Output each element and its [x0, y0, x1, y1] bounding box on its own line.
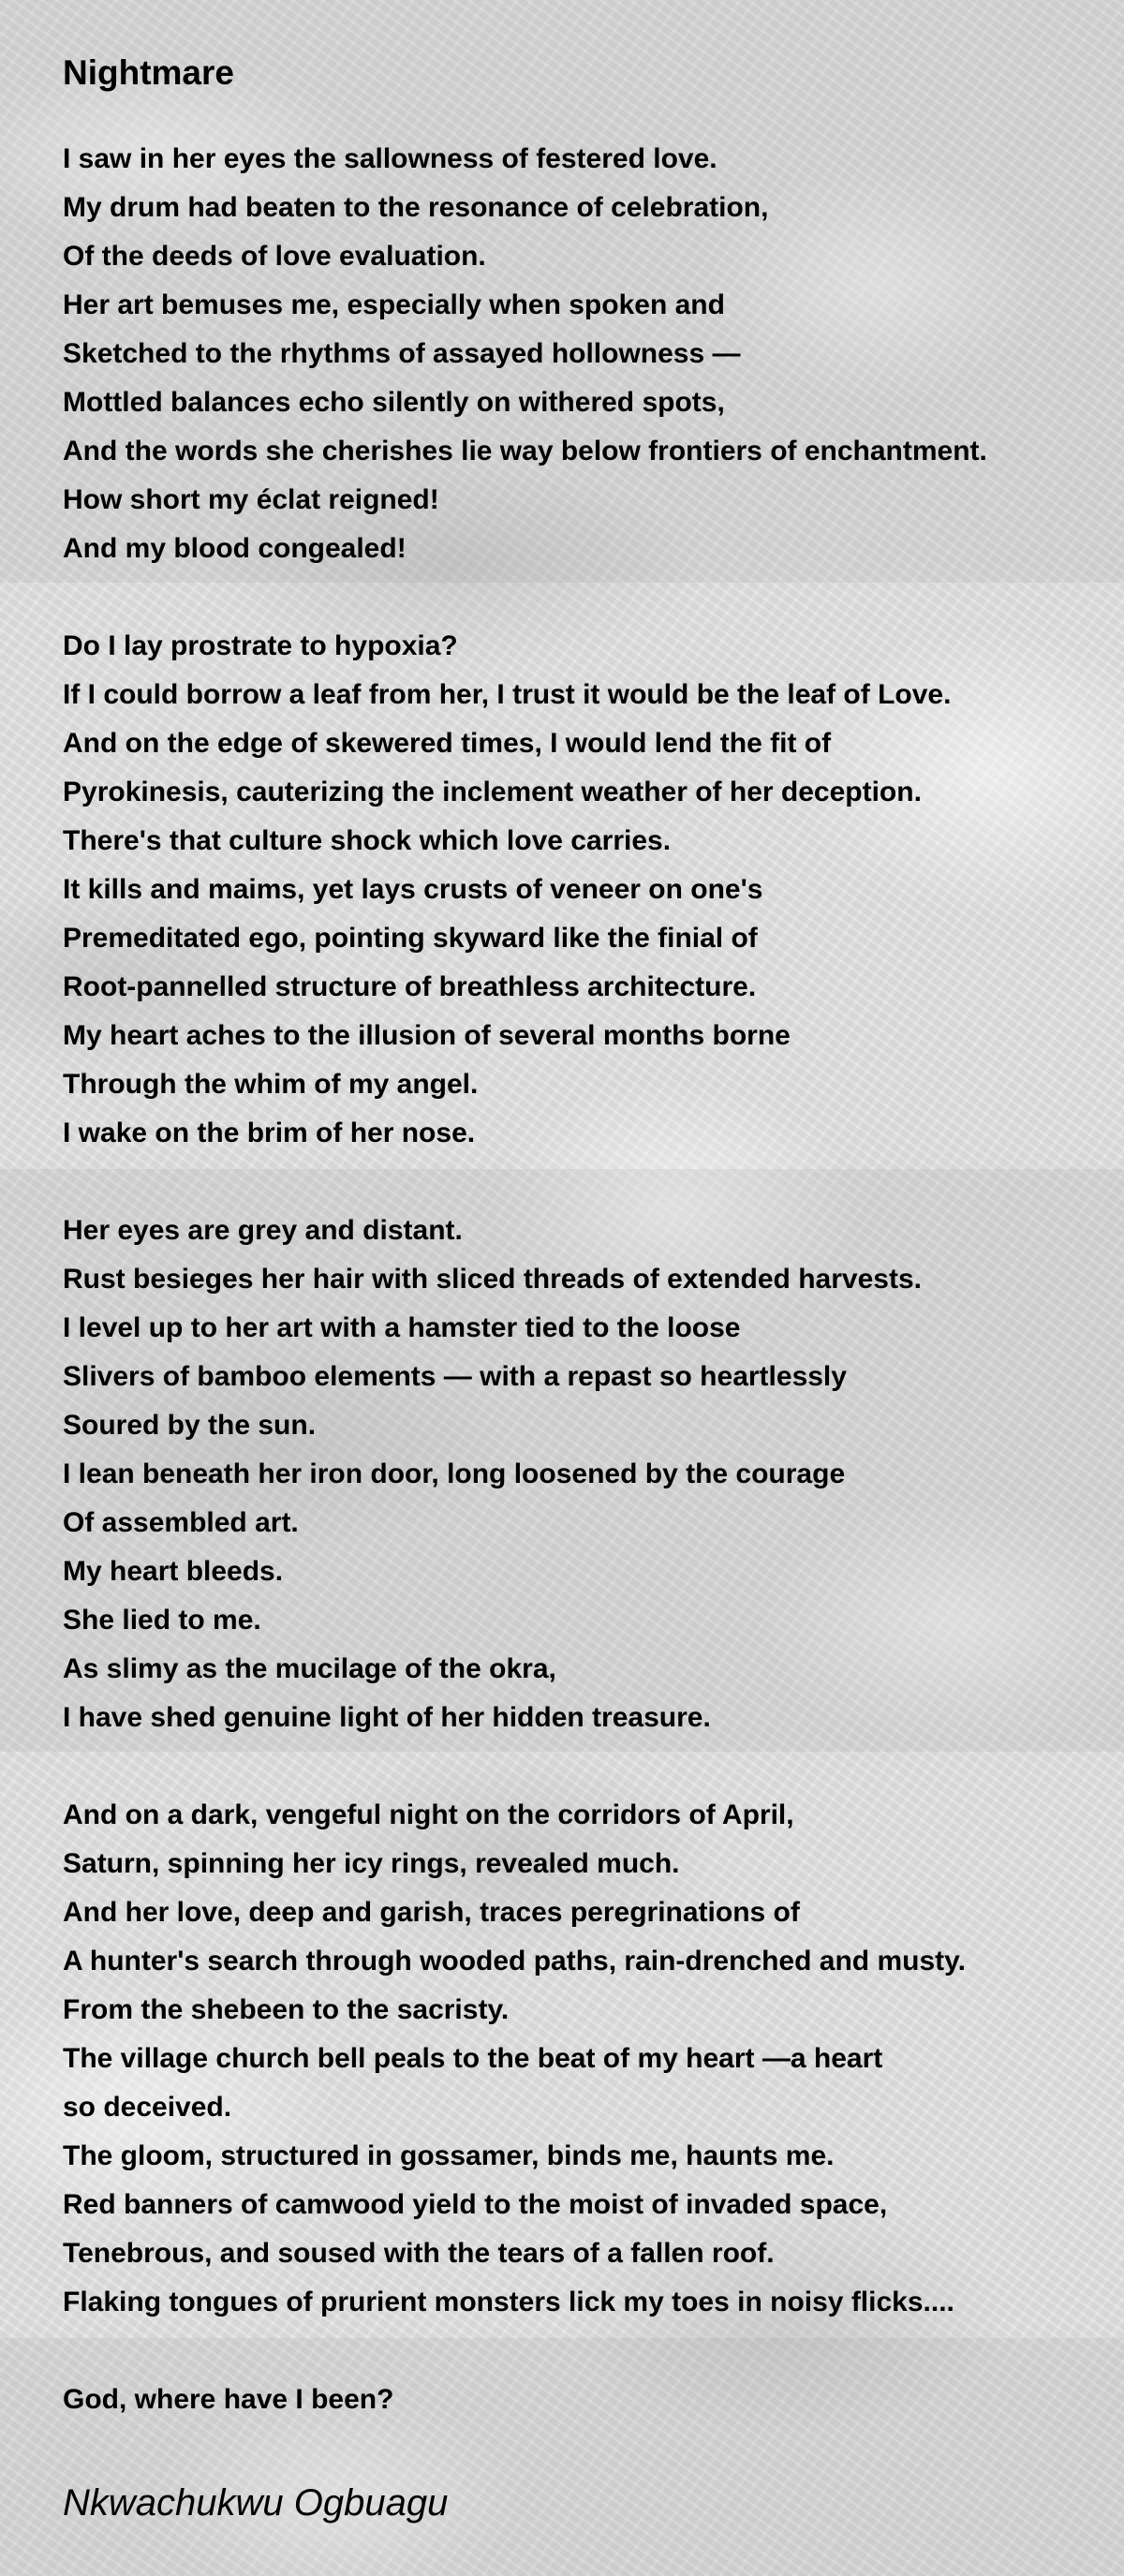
poem-line: Soured by the sun. [63, 1410, 317, 1441]
poem-line: I lean beneath her iron door, long loosened by the courage [63, 1458, 846, 1489]
poem-line: Pyrokinesis, cauterizing the inclement weather of her deception. [63, 777, 922, 807]
poem-line: Red banners of camwood yield to the moist of invaded space, [63, 2189, 888, 2220]
poem-line: I saw in her eyes the sallowness of festered love. [63, 143, 717, 174]
poem-line: There's that culture shock which love carries. [63, 825, 672, 856]
poem-line: And the words she cherishes lie way below frontiers of enchantment. [63, 436, 987, 466]
stanza-5 [63, 2376, 1102, 2424]
stanza-3 [63, 1207, 1102, 1742]
poem-author: Nkwachukwu Ogbuagu [63, 2482, 449, 2524]
poem-line: Of assembled art. [63, 1507, 299, 1538]
poem-line: And her love, deep and garish, traces peregrinations of [63, 1897, 800, 1928]
stanza-1 [63, 135, 1102, 573]
poem-line: She lied to me. [63, 1605, 261, 1636]
poem-line: Premeditated ego, pointing skyward like the finial of [63, 923, 758, 954]
poem-line: Saturn, spinning her icy rings, revealed much. [63, 1848, 680, 1879]
poem-line: Through the whim of my angel. [63, 1069, 479, 1100]
poem-line: Mottled balances echo silently on withered spots, [63, 387, 725, 418]
poem-line: Her eyes are grey and distant. [63, 1215, 463, 1246]
poem-body [63, 135, 1102, 2424]
poem-line: How short my éclat reigned! [63, 484, 439, 515]
poem-line: A hunter's search through wooded paths, rain-drenched and musty. [63, 1946, 966, 1976]
poem-line: If I could borrow a leaf from her, I trust it would be the leaf of Love. [63, 679, 952, 710]
stanza-4 [63, 1791, 1102, 2327]
poem-line: I have shed genuine light of her hidden treasure. [63, 1702, 711, 1733]
poem-line: It kills and maims, yet lays crusts of veneer on one's [63, 874, 763, 905]
poem-line: My heart aches to the illusion of several months borne [63, 1020, 791, 1051]
poem-line: so deceived. [63, 2092, 232, 2123]
poem-line: I level up to her art with a hamster tied to the loose [63, 1312, 741, 1343]
poem-line: And on the edge of skewered times, I would lend the fit of [63, 728, 832, 759]
poem-line: The gloom, structured in gossamer, binds me, haunts me. [63, 2140, 835, 2171]
poem-line: And on a dark, vengeful night on the corridors of April, [63, 1799, 794, 1830]
poem-line: Do I lay prostrate to hypoxia? [63, 630, 458, 661]
poem-line: My drum had beaten to the resonance of celebration, [63, 192, 769, 223]
poem-line: As slimy as the mucilage of the okra, [63, 1653, 556, 1684]
poem-line: Slivers of bamboo elements — with a repast so heartlessly [63, 1361, 847, 1392]
poem-line: Root-pannelled structure of breathless architecture. [63, 971, 757, 1002]
poem-line: Tenebrous, and soused with the tears of a fallen roof. [63, 2238, 775, 2269]
poem-line: Flaking tongues of prurient monsters lick my toes in noisy flicks.... [63, 2287, 954, 2317]
poem-line: Her art bemuses me, especially when spoken and [63, 289, 725, 320]
poem-line: I wake on the brim of her nose. [63, 1118, 476, 1148]
poem-container [63, 45, 1102, 2473]
poem-line: Of the deeds of love evaluation. [63, 241, 486, 272]
poem-title: Nightmare [63, 53, 234, 92]
poem-line: God, where have I been? [63, 2384, 394, 2415]
stanza-2 [63, 622, 1102, 1158]
poem-line: The village church bell peals to the beat of my heart —a heart [63, 2043, 883, 2074]
poem-line: Rust besieges her hair with sliced threads of extended harvests. [63, 1264, 922, 1295]
poem-line: My heart bleeds. [63, 1556, 284, 1587]
poem-line: Sketched to the rhythms of assayed hollowness — [63, 338, 741, 369]
poem-line: From the shebeen to the sacristy. [63, 1994, 510, 2025]
poem-line: And my blood congealed! [63, 533, 407, 564]
